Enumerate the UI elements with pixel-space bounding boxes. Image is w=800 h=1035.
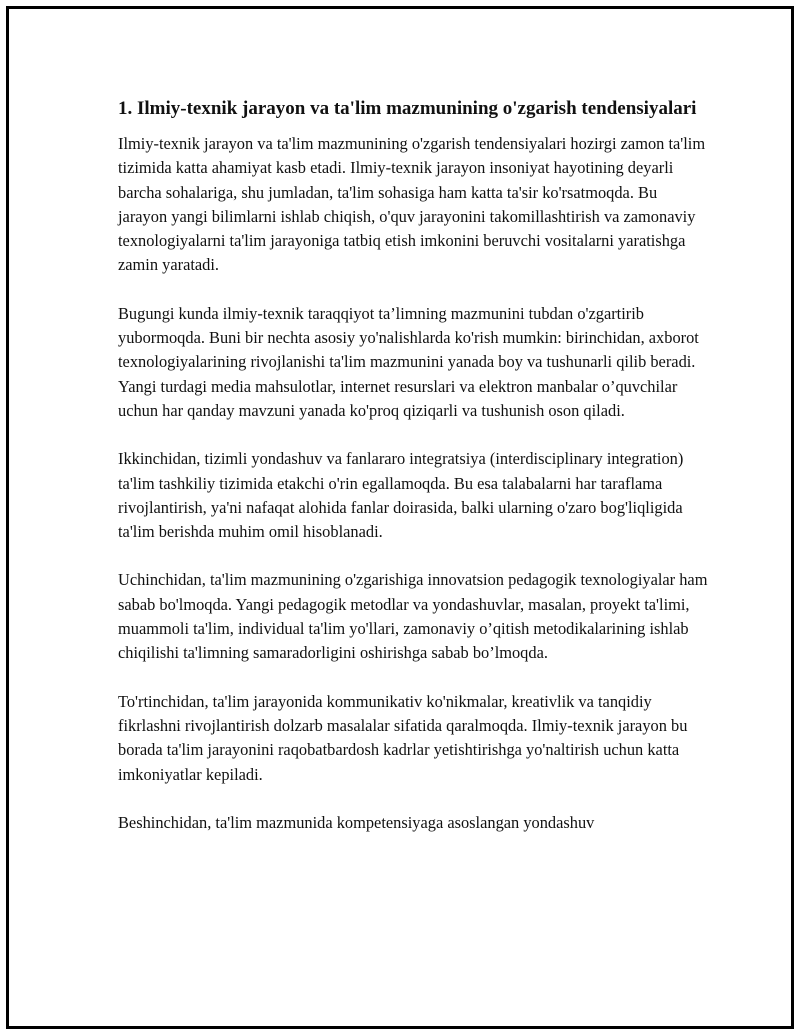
- paragraph-fourth-point: To'rtinchidan, ta'lim jarayonida kommunikativ ko'nikmalar, kreativlik va tanqidiy fikrlashni rivojlantirish dolzarb masalalar sifatida qaralmoqda. Ilmiy-texnik jarayon bu borada ta'lim jarayonini raqobatbardosh kadrlar yetishtirishga yo'naltirish uchun katta imkoniyatlar kepiladi.: [118, 691, 688, 784]
- document-title: 1. Ilmiy-texnik jarayon va ta'lim mazmunining o'zgarish tendensiyalari: [118, 98, 697, 119]
- document-body: [118, 95, 708, 859]
- paragraph-third-point: Uchinchidan, ta'lim mazmunining o'zgarishiga innovatsion pedagogik texnologiyalar ham sabab bo'lmoqda. Yangi pedagogik metodlar va yondashuvlar, masalan, proyekt ta'limi, muammoli ta'lim, individual ta'lim yo'llari, zamonaviy o’qitish metodikalarining ishlab chiqilishi ta'limning samaradorligini oshirishga sabab bo’lmoqda.: [118, 570, 708, 663]
- paragraph-second-point: Ikkinchidan, tizimli yondashuv va fanlararo integratsiya (interdisciplinary integration) ta'lim tashkiliy tizimida etakchi o'rin egallamoqda. Bu esa talabalarni har taraflama rivojlantirish, ya'ni nafaqat alohida fanlar doirasida, balki ularning o'zaro bog'liqligida ta'lim berishda muhim omil hisoblanadi.: [118, 449, 684, 542]
- paragraph-intro: Ilmiy-texnik jarayon va ta'lim mazmunining o'zgarish tendensiyalari hozirgi zamon ta'lim tizimida katta ahamiyat kasb etadi. Ilmiy-texnik jarayon insoniyat hayotining deyarli barcha sohalariga, shu jumladan, ta'lim sohasiga ham katta ta'sir ko'rsatmoqda. Bu jarayon yangi bilimlarni ishlab chiqish, o'quv jarayonini takomillashtirish va zamonaviy texnologiyalarni ta'lim jarayoniga tatbiq etish imkonini beruvchi vositalarni yaratishga zamin yaratadi.: [118, 134, 706, 275]
- paragraph-fifth-point: Beshinchidan, ta'lim mazmunida kompetensiyaga asoslangan yondashuv: [118, 812, 595, 832]
- paragraph-first-point: Bugungi kunda ilmiy-texnik taraqqiyot ta’limning mazmunini tubdan o'zgartirib yubormoqda. Buni bir nechta asosiy yo'nalishlarda ko'rish mumkin: birinchidan, axborot texnologiyalarining rivojlanishi ta'lim mazmunini yanada boy va tushunarli qilib beradi. Yangi turdagi media mahsulotlar, internet resurslari va elektron manbalar o’quvchilar uchun har qanday mavzuni yanada ko'proq qiziqarli va tushunish oson qiladi.: [118, 303, 699, 420]
